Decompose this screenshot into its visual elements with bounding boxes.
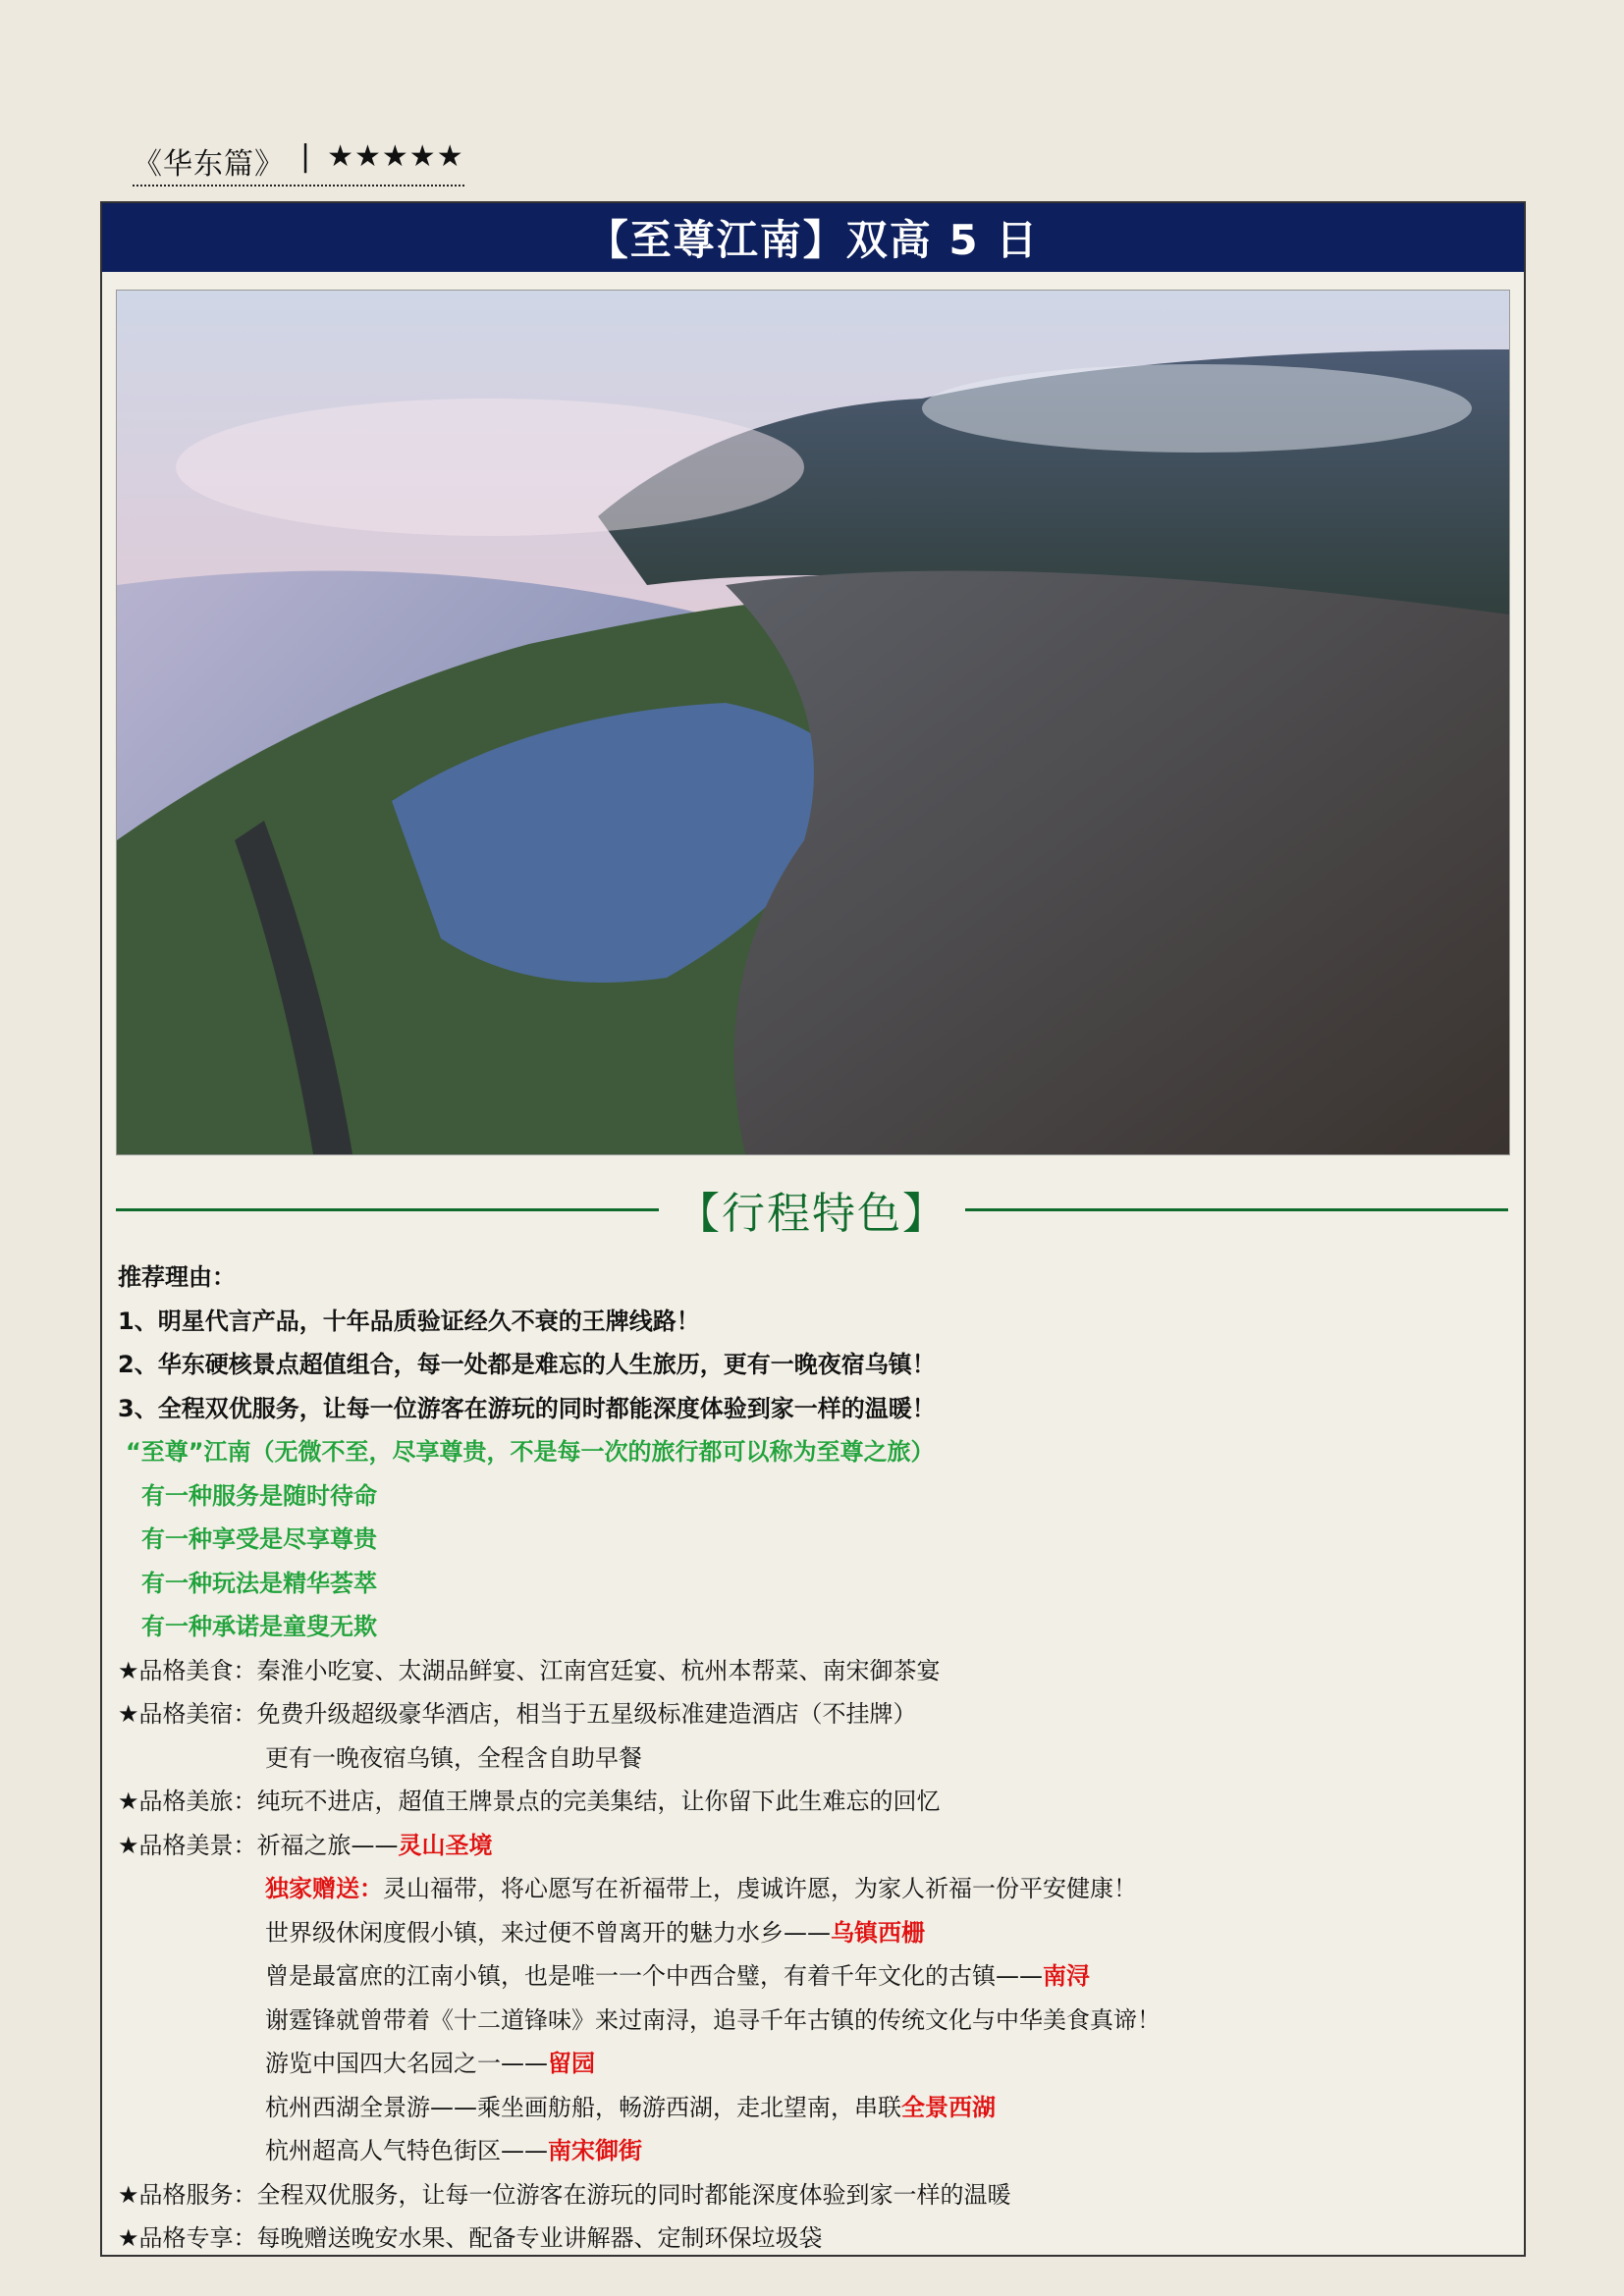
slogan-line: 有一种享受是尽享尊贵 bbox=[141, 1525, 377, 1553]
scenery-prefix: ★品格美景：祈福之旅—— bbox=[118, 1831, 399, 1859]
feature-scenery bbox=[118, 1824, 1502, 1868]
westlake-highlight: 全景西湖 bbox=[901, 2093, 996, 2121]
scenery-highlight: 灵山圣境 bbox=[398, 1831, 493, 1859]
recommend-item: 2、华东硬核景点超值组合，每一处都是难忘的人生旅历，更有一晚夜宿乌镇！ bbox=[118, 1351, 936, 1378]
feature-exclusive: ★品格专享：每晚赠送晚安水果、配备专业讲解器、定制环保垃圾袋 bbox=[118, 2224, 823, 2252]
section-rule-right bbox=[965, 1208, 1508, 1211]
nanxun-highlight: 南浔 bbox=[1043, 1962, 1090, 1990]
feature-wuzhen bbox=[118, 1911, 1502, 1955]
tour-features bbox=[118, 1255, 1502, 2261]
slogan-line: 有一种服务是随时待命 bbox=[141, 1481, 377, 1510]
feature-service: ★品格服务：全程双优服务，让每一位游客在游玩的同时都能深度体验到家一样的温暖 bbox=[118, 2180, 1011, 2209]
section-header bbox=[116, 1175, 1508, 1244]
recommend-item: 1、明星代言产品，十年品质验证经久不衰的王牌线路！ bbox=[118, 1307, 700, 1335]
slogan-line: 有一种承诺是童叟无欺 bbox=[141, 1613, 377, 1640]
garden-highlight: 留园 bbox=[548, 2050, 595, 2077]
feature-xie: 谢霆锋就曾带着《十二道锋味》来过南浔，追寻千年古镇的传统文化与中华美食真谛！ bbox=[265, 2005, 1161, 2034]
section-rule-left bbox=[116, 1208, 659, 1211]
slogan-main: “至尊”江南（无微不至，尽享尊贵，不是每一次的旅行都可以称为至尊之旅） bbox=[126, 1438, 935, 1466]
nanxun-prefix: 曾是最富庶的江南小镇，也是唯一一个中西合璧，有着千年文化的古镇—— bbox=[265, 1962, 1043, 1990]
recommend-item: 3、全程双优服务，让每一位游客在游玩的同时都能深度体验到家一样的温暖！ bbox=[118, 1394, 936, 1422]
street-prefix: 杭州超高人气特色街区—— bbox=[265, 2137, 548, 2164]
photo-illustration bbox=[117, 291, 1509, 1154]
recommend-heading: 推荐理由： bbox=[118, 1263, 236, 1291]
feature-nanxun bbox=[118, 1954, 1502, 1999]
tour-card bbox=[100, 201, 1526, 2257]
wuzhen-highlight: 乌镇西栅 bbox=[831, 1918, 925, 1947]
feature-food: ★品格美食：秦淮小吃宴、太湖品鲜宴、江南宫廷宴、杭州本帮菜、南宋御茶宴 bbox=[118, 1656, 941, 1684]
series-separator: | bbox=[300, 139, 312, 174]
tour-title: 【至尊江南】双高 5 日 bbox=[102, 203, 1524, 272]
feature-westlake bbox=[118, 2086, 1502, 2130]
westlake-prefix: 杭州西湖全景游——乘坐画舫船，畅游西湖，走北望南，串联 bbox=[265, 2093, 901, 2121]
garden-prefix: 游览中国四大名园之一—— bbox=[265, 2050, 548, 2077]
gift-text: 灵山福带，将心愿写在祈福带上，虔诚许愿，为家人祈福一份平安健康！ bbox=[383, 1875, 1137, 1902]
water-town-aerial-photo bbox=[116, 290, 1510, 1155]
feature-stay: ★品格美宿：免费升级超级豪华酒店，相当于五星级标准建造酒店（不挂牌） bbox=[118, 1700, 917, 1728]
series-header bbox=[133, 139, 464, 187]
feature-garden bbox=[118, 2042, 1502, 2086]
wuzhen-prefix: 世界级休闲度假小镇，来过便不曾离开的魅力水乡—— bbox=[265, 1918, 831, 1947]
slogan-line: 有一种玩法是精华荟萃 bbox=[141, 1569, 377, 1597]
street-highlight: 南宋御街 bbox=[548, 2137, 642, 2164]
star-rating: ★★★★★ bbox=[327, 139, 464, 174]
feature-gift bbox=[118, 1867, 1502, 1911]
feature-street bbox=[118, 2129, 1502, 2173]
gift-label: 独家赠送： bbox=[265, 1875, 383, 1902]
series-name: 《华东篇》 bbox=[133, 147, 285, 182]
feature-travel: ★品格美旅：纯玩不进店，超值王牌景点的完美集结，让你留下此生难忘的回忆 bbox=[118, 1788, 941, 1815]
feature-stay-extra: 更有一晚夜宿乌镇，全程含自助早餐 bbox=[265, 1743, 642, 1772]
section-title: 【行程特色】 bbox=[677, 1189, 947, 1239]
